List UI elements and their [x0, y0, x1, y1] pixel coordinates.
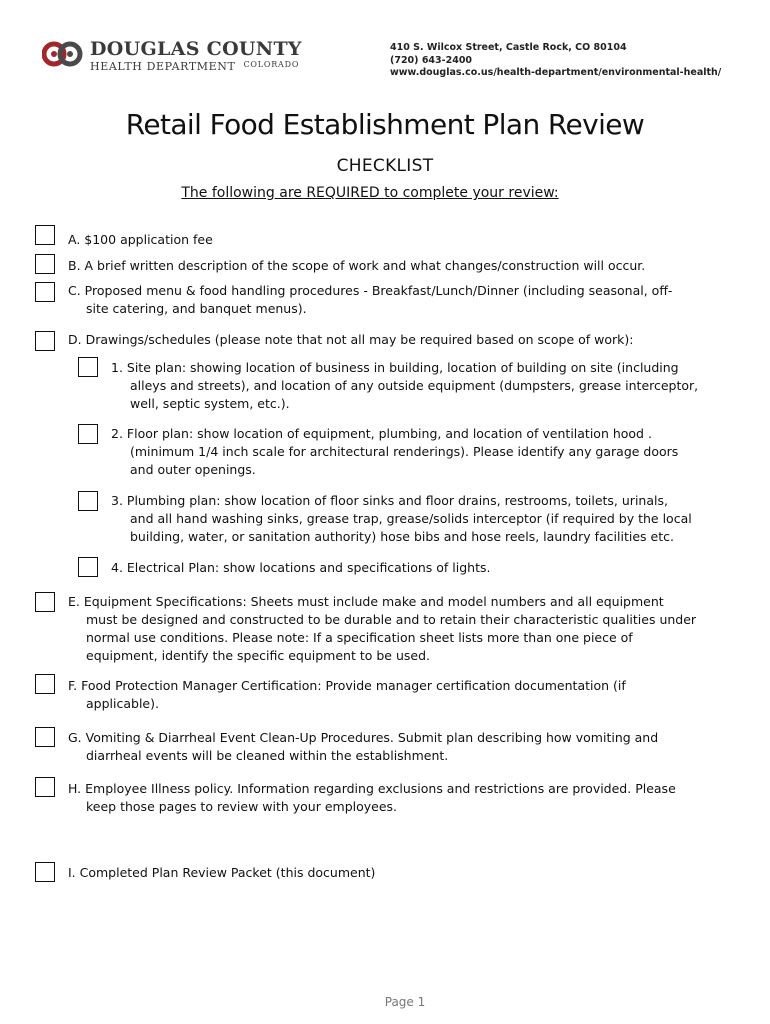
- checkbox-d4[interactable]: [78, 557, 98, 577]
- phone: (720) 643-2400: [390, 54, 473, 66]
- item-h-line: keep those pages to review with your employees.: [86, 799, 398, 814]
- county-logo: [42, 38, 302, 78]
- item-a: [68, 231, 213, 249]
- checkbox-h[interactable]: [35, 777, 55, 797]
- checkbox-d2[interactable]: [78, 424, 98, 444]
- item-b: [68, 257, 645, 275]
- item-f-line: F. Food Protection Manager Certification: Provide manager certification documentation (if: [68, 678, 626, 693]
- item-d3-line: 3. Plumbing plan: show location of floor sinks and floor drains, restrooms, toilets, urinals,: [111, 493, 668, 508]
- item-d2-line: and outer openings.: [130, 462, 256, 477]
- item-d4: [111, 559, 491, 577]
- logo-department: HEALTH DEPARTMENT: [90, 60, 236, 73]
- item-h: [68, 780, 676, 816]
- logo-state: COLORADO: [243, 60, 300, 69]
- page-title: Retail Food Establishment Plan Review: [125, 108, 645, 141]
- item-f: [68, 677, 626, 713]
- item-b-line: B. A brief written description of the scope of work and what changes/construction will occur.: [68, 258, 646, 273]
- item-c-line: C. Proposed menu & food handling procedures - Breakfast/Lunch/Dinner (including seasonal, off-: [68, 283, 673, 298]
- checkbox-g[interactable]: [35, 727, 55, 747]
- contact-block: [390, 42, 721, 80]
- item-g: [68, 729, 658, 765]
- checkbox-i[interactable]: [35, 862, 55, 882]
- item-d2-line: 2. Floor plan: show location of equipment, plumbing, and location of ventilation hood .: [111, 426, 652, 441]
- item-d1-line: alleys and streets), and location of any outside equipment (dumpsters, grease interceptor,: [130, 378, 699, 393]
- checkbox-f[interactable]: [35, 674, 55, 694]
- item-e-line: must be designed and constructed to be durable and to retain their characteristic qualities under: [86, 612, 697, 627]
- checkbox-e[interactable]: [35, 592, 55, 612]
- item-f-line: applicable).: [86, 696, 159, 711]
- item-a-line: A. $100 application fee: [68, 232, 213, 247]
- item-d1-line: well, septic system, etc.).: [130, 396, 290, 411]
- logo-name: DOUGLAS COUNTY: [90, 38, 302, 60]
- item-d1-line: 1. Site plan: showing location of business in building, location of building on site (including: [111, 360, 679, 375]
- checkbox-d1[interactable]: [78, 357, 98, 377]
- checkbox-b[interactable]: [35, 254, 55, 274]
- item-i-line: I. Completed Plan Review Packet (this document): [68, 865, 376, 880]
- item-d3-line: and all hand washing sinks, grease trap, grease/solids interceptor (if required by the local: [130, 511, 692, 526]
- address: 410 S. Wilcox Street, Castle Rock, CO 80104: [390, 42, 627, 53]
- logo-subtitle: [90, 60, 299, 73]
- checklist-heading: CHECKLIST: [336, 156, 434, 176]
- item-d: [68, 331, 634, 349]
- item-d2: [111, 425, 678, 479]
- item-e-line: equipment, identify the specific equipment to be used.: [86, 648, 431, 663]
- item-e-line: normal use conditions. Please note: If a specification sheet lists more than one piece of: [86, 630, 633, 645]
- item-d3-line: building, water, or sanitation authority) hose bibs and hose reels, laundry facilities etc.: [130, 529, 674, 544]
- checkbox-c[interactable]: [35, 282, 55, 302]
- item-c: [68, 282, 672, 318]
- checkbox-d3[interactable]: [78, 491, 98, 511]
- item-d3: [111, 492, 692, 546]
- required-note: The following are REQUIRED to complete your review:: [181, 185, 559, 201]
- item-e-line: E. Equipment Specifications: Sheets must include make and model numbers and all equipment: [68, 594, 664, 609]
- item-h-line: H. Employee Illness policy. Information regarding exclusions and restrictions are provided. Please: [68, 781, 676, 796]
- page-number: Page 1: [384, 995, 426, 1009]
- website-url: www.douglas.co.us/health-department/environmental-health/: [390, 67, 722, 78]
- item-i: [68, 864, 375, 882]
- item-d4-line: 4. Electrical Plan: show locations and specifications of lights.: [111, 560, 491, 575]
- item-d1: [111, 359, 698, 413]
- item-c-line: site catering, and banquet menus).: [86, 301, 307, 316]
- item-d2-line: (minimum 1/4 inch scale for architectural renderings). Please identify any garage doors: [130, 444, 679, 459]
- checkbox-a[interactable]: [35, 225, 55, 245]
- checkbox-d[interactable]: [35, 331, 55, 351]
- item-d-line: D. Drawings/schedules (please note that not all may be required based on scope of work):: [68, 332, 634, 347]
- item-e: [68, 593, 696, 665]
- item-g-line: diarrheal events will be cleaned within the establishment.: [86, 748, 449, 763]
- item-g-line: G. Vomiting & Diarrheal Event Clean-Up Procedures. Submit plan describing how vomiting and: [68, 730, 659, 745]
- logo-swirl-icon: [42, 38, 90, 72]
